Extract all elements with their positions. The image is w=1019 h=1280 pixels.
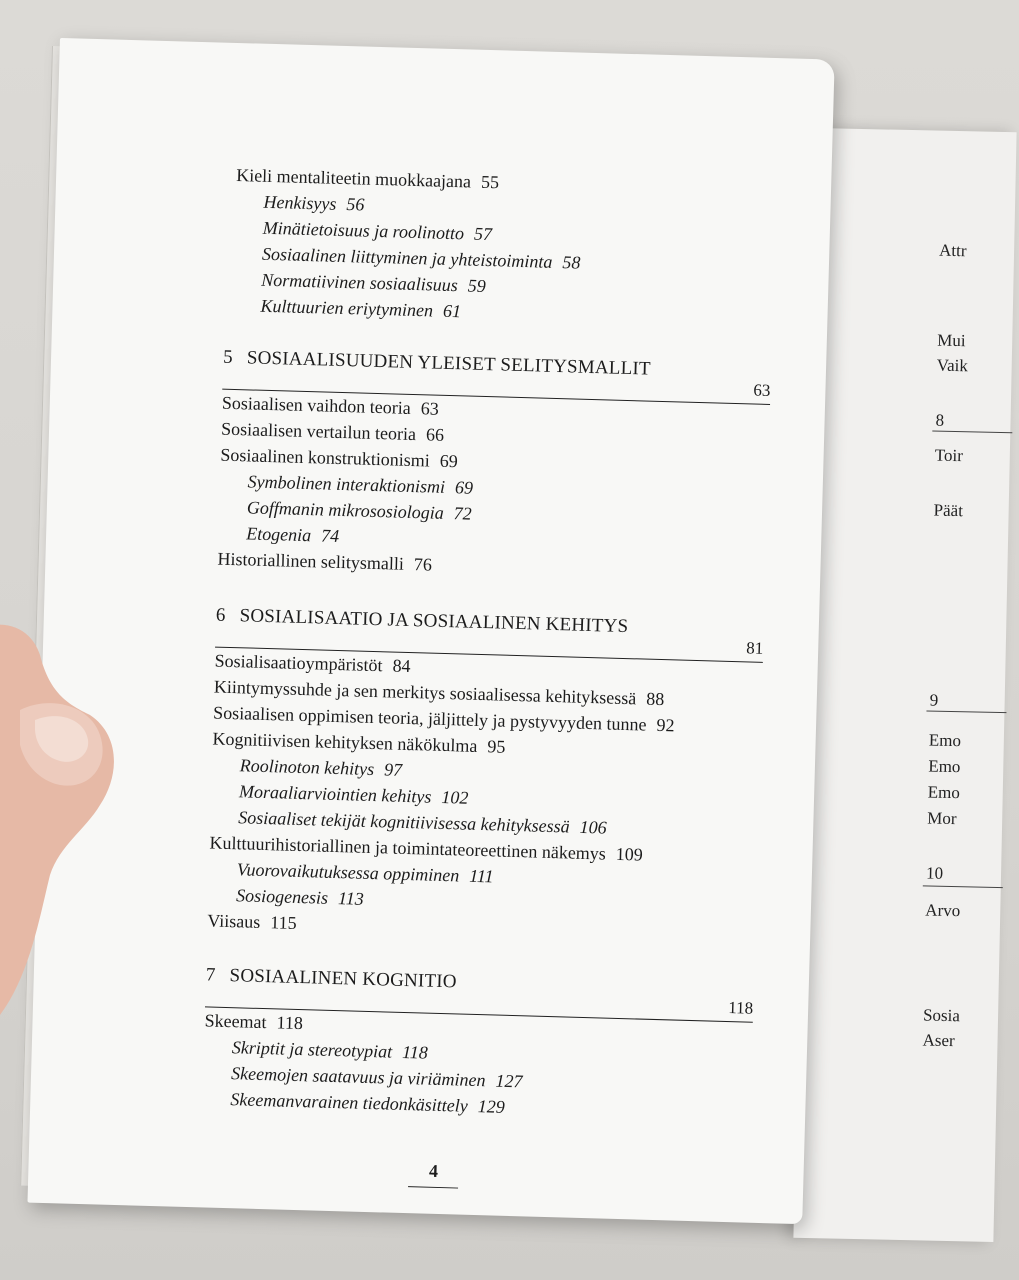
chapter-title: 6 SOSIALISAATIO JA SOSIAALINEN KEHITYS [215, 604, 629, 638]
right-page-fragment: Mor [927, 808, 957, 829]
toc-subentry: Henkisyys 56 [263, 191, 365, 215]
right-page-fragment: Päät [933, 500, 964, 521]
toc-subentry: Goffmanin mikrososiologia 72 [246, 497, 473, 524]
toc-subentry: Moraaliarviointien kehitys 102 [238, 781, 469, 808]
toc-subentry: Sosiogenesis 113 [235, 885, 365, 909]
right-page-fragment: 10 [925, 863, 944, 883]
table-of-contents [27, 38, 834, 1224]
right-page-rule [926, 710, 1006, 713]
right-page-fragment: Sosia [922, 1005, 961, 1026]
right-page-fragment: Emo [927, 782, 961, 803]
toc-subentry: Skeemanvarainen tiedonkäsittely 129 [230, 1089, 506, 1117]
toc-subentry: Minätietoisuus ja roolinotto 57 [262, 217, 493, 245]
right-page-fragment: Aser [922, 1030, 955, 1051]
right-page-rule [923, 885, 1003, 888]
chapter-page-number: 81 [745, 638, 764, 658]
chapter-title: 7 SOSIAALINEN KOGNITIO [205, 964, 458, 993]
right-page-fragment: 9 [929, 690, 939, 710]
right-page-fragment: Toir [934, 445, 964, 466]
toc-entry: Kognitiivisen kehityksen näkökulma 95 [212, 728, 506, 757]
toc-subentry: Kulttuurien eriytyminen 61 [260, 295, 462, 322]
page-number-rule [408, 1186, 458, 1188]
right-page-fragment: 8 [935, 410, 945, 430]
toc-entry: Sosialisaatioympäristöt 84 [214, 650, 411, 677]
toc-page [27, 38, 834, 1224]
right-page-rule [932, 431, 1012, 434]
toc-subentry: Symbolinen interaktionismi 69 [247, 471, 474, 498]
toc-subentry: Etogenia 74 [245, 523, 340, 546]
chapter-page-number: 118 [728, 998, 754, 1018]
toc-entry: Sosiaalinen konstruktionismi 69 [220, 444, 459, 472]
right-page-fragment: Emo [928, 756, 961, 777]
right-page-fragment: Mui [937, 330, 966, 351]
right-page-fragment: Arvo [925, 900, 961, 921]
toc-entry: Kieli mentaliteetin muokkaajana 55 [235, 164, 500, 193]
right-page-fragment: Emo [928, 730, 962, 751]
toc-subentry: Skriptit ja stereotypiat 118 [231, 1037, 429, 1063]
toc-entry: Sosiaalisen vertailun teoria 66 [220, 418, 445, 445]
toc-subentry: Normatiivinen sosiaalisuus 59 [261, 269, 487, 296]
toc-entry: Skeemat 118 [204, 1010, 304, 1034]
thumb-holding-page [0, 615, 120, 1015]
chapter-page-number: 63 [753, 380, 771, 400]
toc-entry: Viisaus 115 [207, 910, 297, 933]
toc-subentry: Sosiaalinen liittyminen ja yhteistoiminta 58 [261, 243, 581, 273]
toc-subentry: Vuorovaikutuksessa oppiminen 111 [236, 859, 494, 887]
page-number: 4 [428, 1160, 439, 1181]
right-page-fragment: Attr [938, 240, 967, 261]
toc-subentry: Sosiaaliset tekijät kognitiivisessa kehityksessä 106 [238, 807, 607, 838]
toc-subentry: Roolinoton kehitys 97 [239, 755, 403, 780]
toc-entry: Historiallinen selitysmalli 76 [217, 548, 433, 575]
toc-entry: Sosiaalisen oppimisen teoria, jäljittely ja pystyvyyden tunne 92 [212, 702, 675, 736]
toc-entry: Kulttuurihistoriallinen ja toimintateoreettinen näkemys 109 [209, 832, 644, 865]
right-page-fragment: Vaik [936, 355, 969, 376]
chapter-title: 5 SOSIAALISUUDEN YLEISET SELITYSMALLIT [222, 346, 652, 380]
toc-subentry: Skeemojen saatavuus ja viriäminen 127 [230, 1063, 523, 1092]
toc-entry: Kiintymyssuhde ja sen merkitys sosiaalisessa kehityksessä 88 [213, 676, 665, 710]
toc-entry: Sosiaalisen vaihdon teoria 63 [221, 392, 440, 419]
